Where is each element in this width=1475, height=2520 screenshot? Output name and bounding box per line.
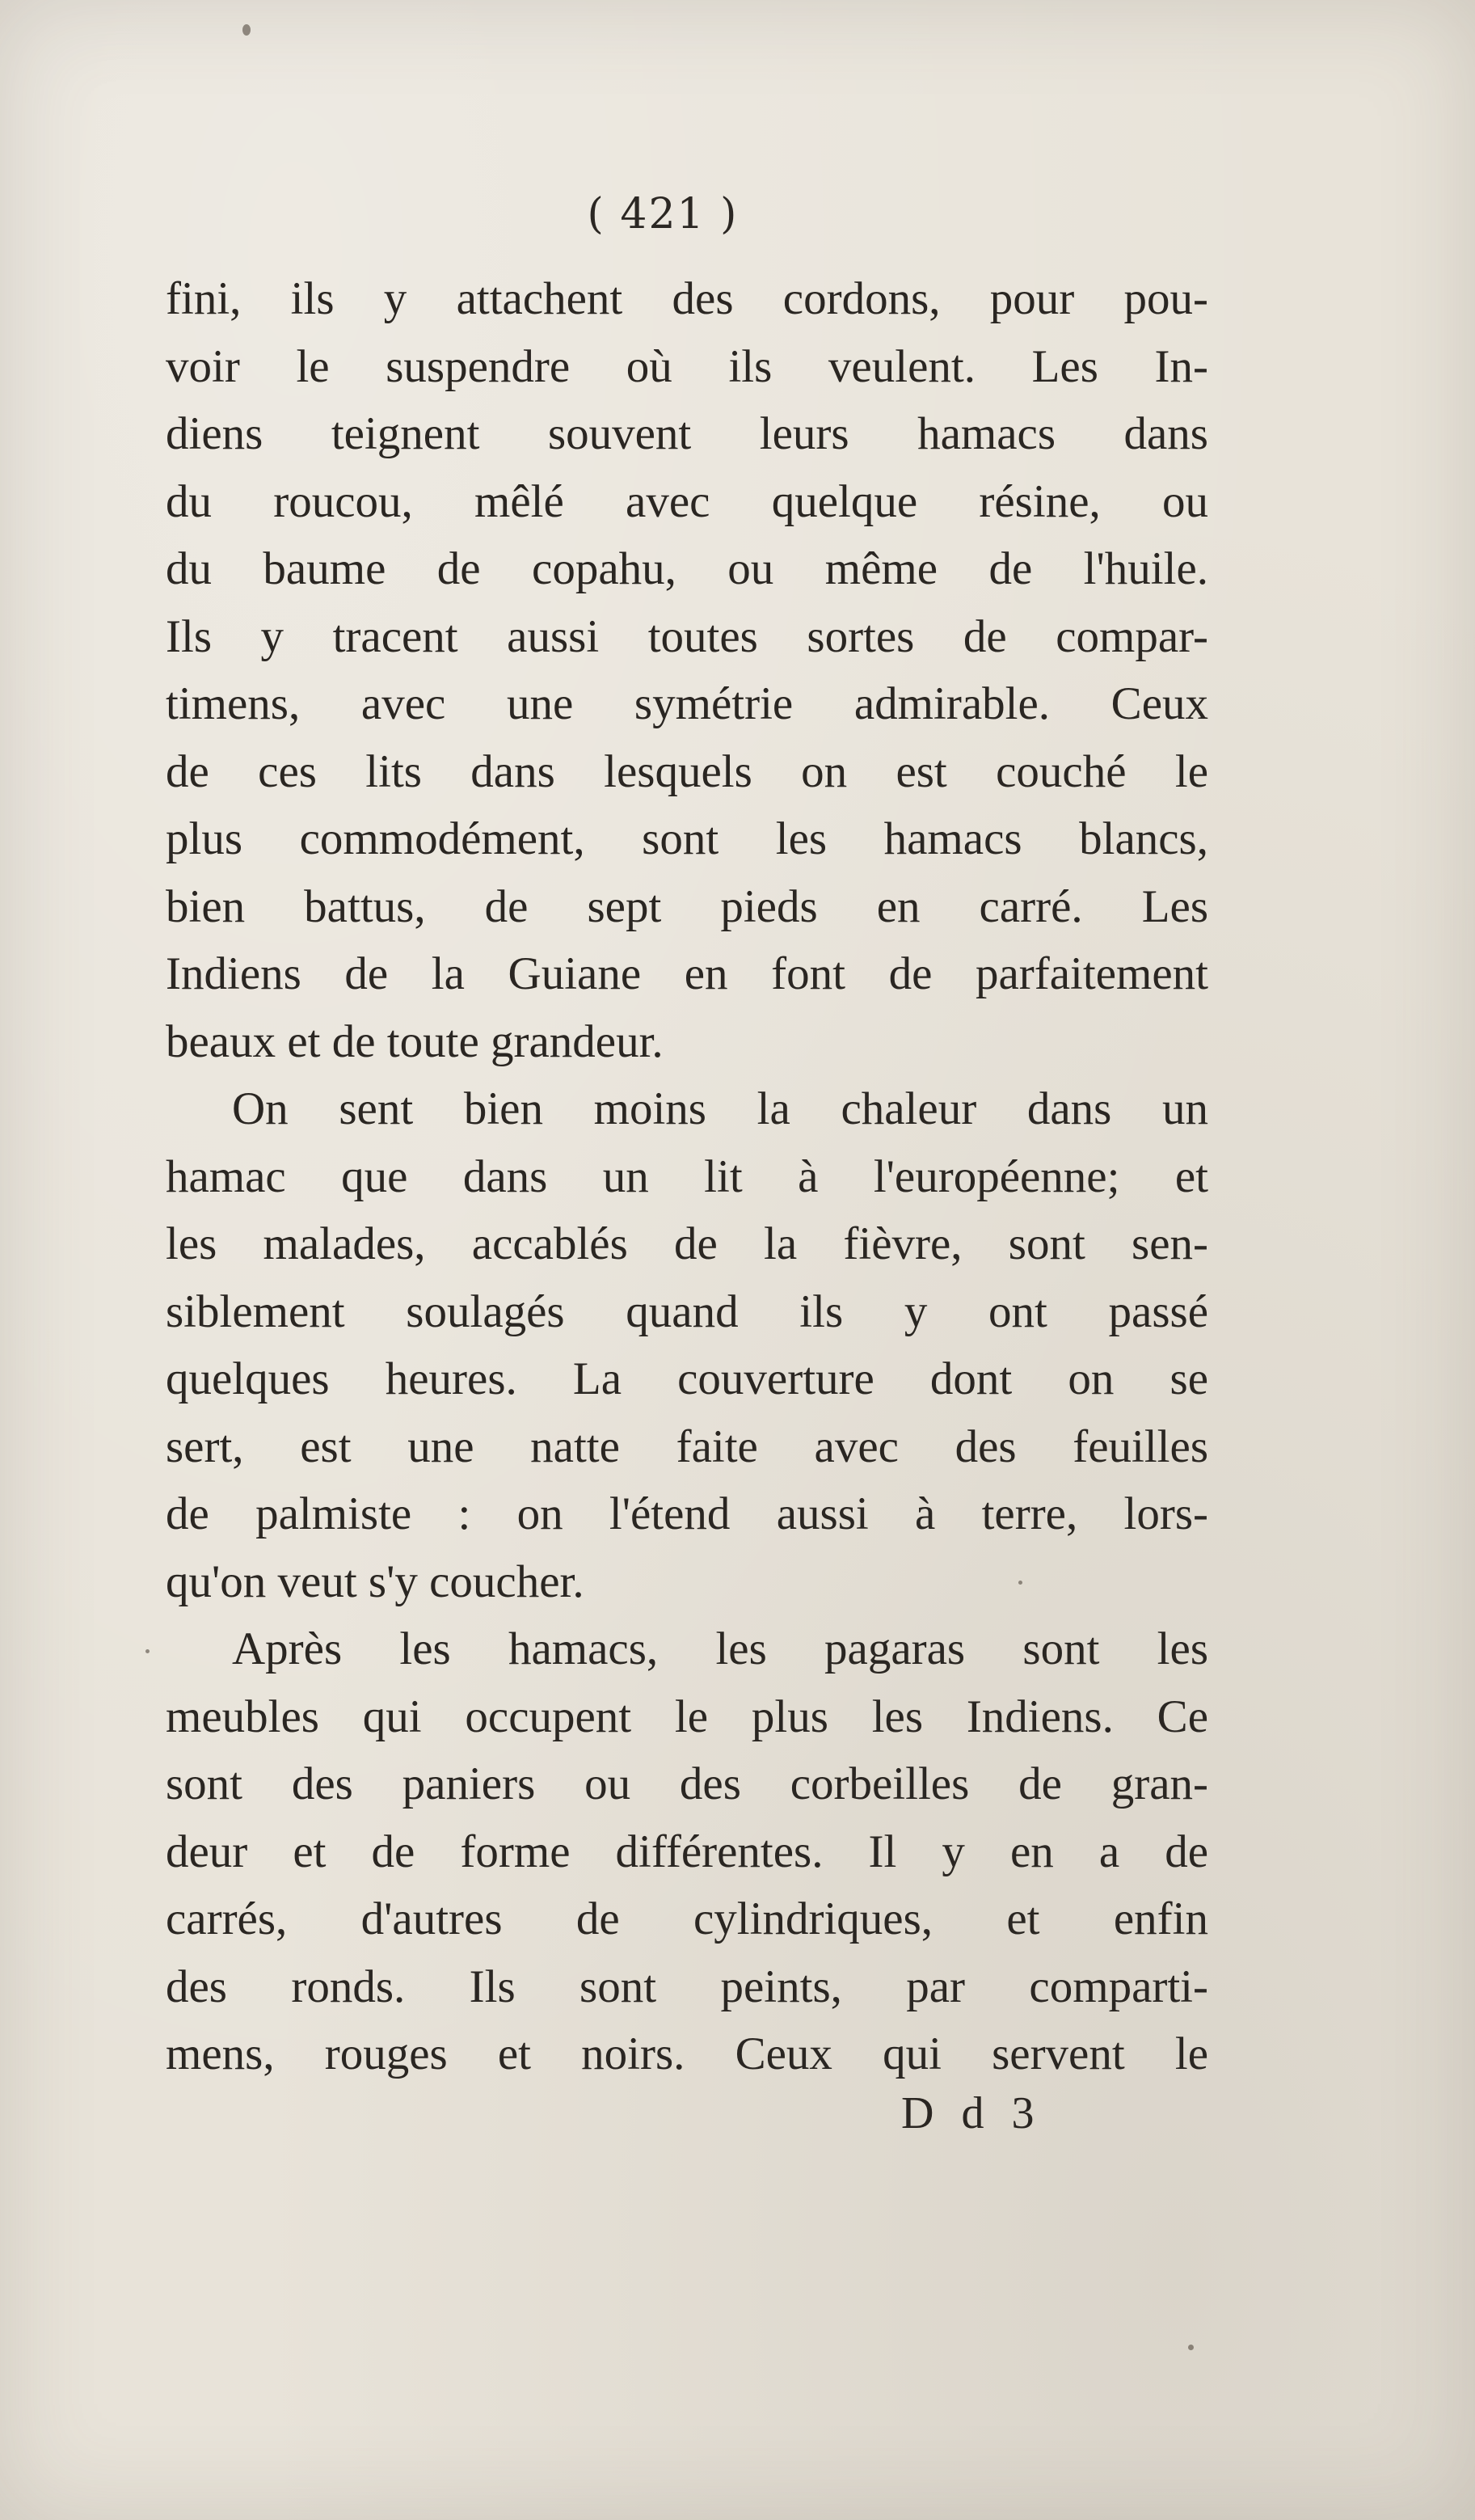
text-line: de ces lits dans lesquels on est couché le [166,745,1208,797]
text-line: du roucou, mêlé avec quelque résine, ou [166,475,1208,527]
text-line: hamac que dans un lit à l'européenne; et [166,1150,1208,1202]
printer-signature-mark: D d 3 [901,2088,1043,2138]
text-line: bien battus, de sept pieds en carré. Les [166,880,1208,932]
text-line: des ronds. Ils sont peints, par comparti- [166,1961,1208,2012]
text-line: mens, rouges et noirs. Ceux qui servent le [166,2028,1208,2079]
text-line: meubles qui occupent le plus les Indiens. Ce [166,1691,1208,1742]
page-number: ( 421 ) [587,190,739,238]
text-line: de palmiste : on l'étend aussi à terre, lors- [166,1488,1208,1539]
text-line: siblement soulagés quand ils y ont passé [166,1285,1208,1337]
text-line: sont des paniers ou des corbeilles de gran- [166,1758,1208,1809]
text-line: Ils y tracent aussi toutes sortes de compar- [166,610,1208,662]
text-line: diens teignent souvent leurs hamacs dans [166,408,1208,459]
text-line: Indiens de la Guiane en font de parfaitement [166,948,1208,999]
paper-speck [1188,2345,1194,2350]
text-line: carrés, d'autres de cylindriques, et enfin [166,1893,1208,1944]
text-line: sert, est une natte faite avec des feuilles [166,1420,1208,1472]
text-line: du baume de copahu, ou même de l'huile. [166,543,1208,594]
text-line: Après les hamacs, les pagaras sont les [232,1623,1208,1674]
text-line: plus commodément, sont les hamacs blancs, [166,813,1208,864]
text-line: fini, ils y attachent des cordons, pour pou- [166,273,1208,324]
text-line: voir le suspendre où ils veulent. Les In- [166,340,1208,392]
paper-speck [242,24,251,36]
text-line: les malades, accablés de la fièvre, sont sen- [166,1218,1208,1269]
paper-speck [145,1649,150,1653]
paper-speck [1018,1581,1022,1585]
text-line: qu'on veut s'y coucher. [166,1555,584,1607]
text-line: On sent bien moins la chaleur dans un [232,1083,1208,1134]
text-line: quelques heures. La couverture dont on se [166,1353,1208,1404]
text-line: timens, avec une symétrie admirable. Ceux [166,678,1208,729]
text-line: deur et de forme différentes. Il y en a de [166,1826,1208,1877]
text-line: beaux et de toute grandeur. [166,1015,664,1067]
body-text [166,265,1208,2088]
